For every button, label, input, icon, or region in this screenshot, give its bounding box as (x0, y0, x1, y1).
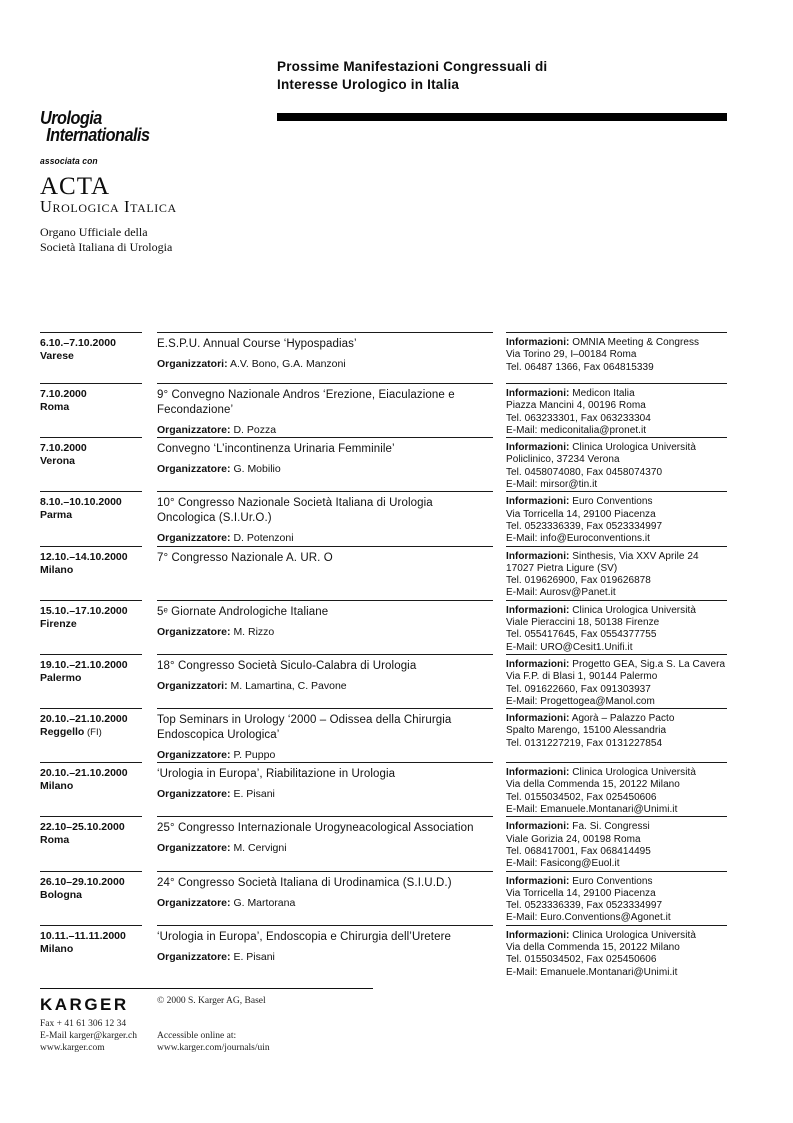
event-row (40, 871, 730, 925)
informazioni-label: Informazioni: (506, 875, 570, 887)
event-title: 9° Convegno Nazionale Andros ‘Erezione, Eiaculazione e Fecondazione’ (157, 389, 455, 416)
event-location (40, 672, 142, 685)
event-info-line: Tel. 0458074080, Fax 0458074370 (506, 466, 663, 478)
event-organizer-label: Organizzatore: (157, 532, 231, 545)
event-info-line-first (506, 442, 727, 454)
event-info-cell (506, 546, 727, 600)
event-date-cell (40, 383, 142, 437)
event-organizer-names: E. Pisani (233, 788, 275, 801)
event-location (40, 889, 142, 902)
event-location (40, 509, 142, 522)
event-info-line-first (506, 605, 727, 617)
event-title-cell (157, 383, 493, 437)
event-info-line-first (506, 551, 727, 563)
event-info-first-text: Clinica Urologica Università (572, 604, 696, 616)
event-title-cell (157, 871, 493, 925)
informazioni-label: Informazioni: (506, 929, 570, 941)
event-title: Convegno ‘L’incontinenza Urinaria Femminile’ (157, 443, 395, 456)
event-title-cell (157, 437, 493, 491)
event-info-line-first (506, 496, 727, 508)
event-info-line: E-Mail: URO@Cesit1.Unifi.it (506, 641, 633, 653)
informazioni-label: Informazioni: (506, 337, 570, 348)
event-info-line: E-Mail: Emanuele.Montanari@Unimi.it (506, 804, 678, 816)
journal-name-line1: Urologia (40, 107, 102, 128)
event-organizer (157, 680, 493, 693)
event-location-name: Roma (40, 834, 70, 847)
informazioni-label: Informazioni: (506, 658, 570, 670)
event-date: 22.10–25.10.2000 (40, 821, 125, 834)
event-info-line-first (506, 713, 727, 725)
event-location-name: Milano (40, 563, 74, 576)
event-info-line: Piazza Mancini 4, 00196 Roma (506, 400, 646, 412)
event-info-line: E-Mail: Emanuele.Montanari@Unimi.it (506, 966, 678, 978)
event-organizer (157, 897, 493, 910)
event-info-line: Via Torricella 14, 29100 Piacenza (506, 887, 656, 899)
event-row (40, 654, 730, 708)
event-location (40, 455, 142, 468)
event-organizer-label: Organizzatore: (157, 896, 231, 909)
event-title: 7° Congresso Nazionale A. UR. O (157, 551, 333, 564)
event-title: ‘Urologia in Europa’, Endoscopia e Chirurgia dell’Uretere (157, 930, 451, 943)
copyright-notice: © 2000 S. Karger AG, Basel (157, 996, 266, 1006)
event-row (40, 332, 730, 383)
official-organ-note (40, 225, 250, 254)
event-info-line: Via della Commenda 15, 20122 Milano (506, 779, 680, 791)
acta-logo-line1: ACTA (40, 173, 111, 200)
event-info-first-text: Agorà – Palazzo Pacto (571, 713, 675, 725)
event-info-line: E-Mail: Fasicong@Euol.it (506, 858, 620, 870)
event-organizer (157, 463, 493, 476)
event-title-cell (157, 816, 493, 870)
event-info-cell (506, 332, 727, 383)
page-title (277, 58, 607, 93)
event-location (40, 726, 142, 739)
event-organizer (157, 749, 493, 762)
event-info-cell (506, 871, 727, 925)
informazioni-label: Informazioni: (506, 821, 570, 833)
event-date: 20.10.–21.10.2000 (40, 767, 128, 780)
event-date-cell (40, 491, 142, 545)
event-info-line-first (506, 767, 727, 779)
journal-name-line2: Internationalis (46, 123, 150, 145)
event-title: ‘Urologia in Europa’, Riabilitazione in Urologia (157, 768, 396, 781)
event-location-name: Milano (40, 942, 74, 955)
event-info-cell (506, 437, 727, 491)
online-access-label: Accessible online at: (157, 1031, 237, 1041)
event-info-line-first (506, 337, 727, 349)
event-info-line: Tel. 06487 1366, Fax 064815339 (506, 361, 654, 373)
event-info-line: Tel. 0131227219, Fax 0131227854 (506, 737, 663, 749)
event-info-line-first (506, 388, 727, 400)
event-info-first-text: Clinica Urologica Università (572, 767, 696, 779)
event-title-cell (157, 600, 493, 654)
publisher-website: www.karger.com (40, 1043, 105, 1053)
event-info-line: Spalto Marengo, 15100 Alessandria (506, 725, 667, 737)
event-location-name: Varese (40, 350, 74, 362)
event-info-line: Viale Pieraccini 18, 50138 Firenze (506, 617, 660, 629)
event-organizer-names: M. Lamartina, C. Pavone (230, 679, 347, 692)
event-info-line: Tel. 0155034502, Fax 025450606 (506, 954, 657, 966)
event-organizer-label: Organizzatore: (157, 788, 231, 801)
event-info-first-text: Fa. Si. Congressi (572, 821, 650, 833)
event-row (40, 491, 730, 545)
event-organizer-names: P. Puppo (233, 749, 276, 762)
event-info-cell (506, 925, 727, 979)
event-title-cell (157, 654, 493, 708)
event-info-first-text: Clinica Urologica Università (572, 442, 696, 454)
event-title: 24° Congresso Società Italiana di Urodinamica (S.I.U.D.) (157, 876, 452, 889)
event-info-line: Tel. 055417645, Fax 0554377755 (506, 629, 657, 641)
event-info-cell (506, 654, 727, 708)
event-row (40, 546, 730, 600)
event-title-cell (157, 332, 493, 383)
header-divider-bar (277, 113, 727, 121)
event-row (40, 437, 730, 491)
event-organizer-names: M. Cervigni (233, 842, 287, 855)
event-organizer-names: M. Rizzo (233, 625, 275, 638)
publisher-fax: Fax + 41 61 306 12 34 (40, 1019, 127, 1029)
publisher-contact (40, 1018, 137, 1054)
event-info-first-text: Clinica Urologica Università (572, 929, 696, 941)
event-info-cell (506, 600, 727, 654)
events-table (40, 332, 730, 979)
event-location (40, 834, 142, 847)
event-location (40, 943, 142, 956)
event-info-first-text: Euro Conventions (572, 875, 653, 887)
event-info-line: Tel. 019626900, Fax 019626878 (506, 575, 651, 587)
page-title-line1: Prossime Manifestazioni Congressuali di (277, 59, 548, 74)
event-row (40, 600, 730, 654)
event-title-cell (157, 762, 493, 816)
event-info-line: Via della Commenda 15, 20122 Milano (506, 941, 680, 953)
event-title: 5ᵉ Giornate Andrologiche Italiane (157, 605, 329, 618)
event-organizer (157, 788, 493, 801)
event-date-cell (40, 816, 142, 870)
informazioni-label: Informazioni: (506, 496, 570, 508)
event-info-first-text: Sinthesis, Via XXV Aprile 24 (572, 550, 699, 562)
event-organizer-label: Organizzatore: (157, 424, 231, 436)
event-organizer (157, 626, 493, 639)
event-title-cell (157, 708, 493, 762)
event-info-line: Viale Gorizia 24, 00198 Roma (506, 833, 641, 845)
event-info-cell (506, 708, 727, 762)
event-organizer-label: Organizzatori: (157, 679, 228, 692)
associated-with-label: associata con (40, 156, 98, 167)
event-info-line: E-Mail: Progettogea@Manol.com (506, 695, 655, 707)
event-title: Top Seminars in Urology ‘2000 – Odissea della Chirurgia Endoscopica Urologica’ (157, 714, 452, 742)
informazioni-label: Informazioni: (506, 713, 570, 725)
event-info-line: E-Mail: Euro.Conventions@Agonet.it (506, 912, 671, 924)
event-date: 26.10–29.10.2000 (40, 875, 125, 888)
event-organizer-names: G. Mobilio (233, 463, 281, 476)
event-info-first-text: Euro Conventions (572, 496, 653, 508)
event-info-first-text: Progetto GEA, Sig.a S. La Cavera (572, 658, 726, 670)
event-info-line: E-Mail: mediconitalia@pronet.it (506, 424, 647, 436)
journal-brand (40, 107, 250, 254)
event-row (40, 925, 730, 979)
event-info-line: Via Torricella 14, 29100 Piacenza (506, 508, 656, 520)
event-title-cell (157, 925, 493, 979)
page-title-line2: Interesse Urologico in Italia (277, 76, 460, 92)
event-organizer-label: Organizzatore: (157, 625, 231, 638)
event-info-line: Tel. 091622660, Fax 091303937 (506, 683, 651, 695)
event-info-line: Via F.P. di Blasi 1, 90144 Palermo (506, 671, 658, 683)
event-row (40, 816, 730, 870)
event-location-name: Bologna (40, 888, 82, 901)
event-date: 10.11.–11.11.2000 (40, 929, 126, 942)
event-info-line-first (506, 821, 727, 833)
event-organizer (157, 532, 493, 545)
informazioni-label: Informazioni: (506, 550, 570, 562)
event-date-cell (40, 925, 142, 979)
event-location-name: Parma (40, 509, 73, 522)
event-info-line: Via Torino 29, I–00184 Roma (506, 349, 637, 361)
event-info-line-first (506, 876, 727, 888)
event-title: E.S.P.U. Annual Course ‘Hypospadias’ (157, 338, 357, 350)
event-info-line: Tel. 0523336339, Fax 0523334997 (506, 900, 663, 912)
event-title: 18° Congresso Società Siculo-Calabra di Urologia (157, 659, 417, 672)
footer-divider (40, 988, 373, 989)
event-date: 15.10.–17.10.2000 (40, 604, 128, 617)
informazioni-label: Informazioni: (506, 767, 570, 779)
event-organizer (157, 842, 493, 855)
event-date-cell (40, 654, 142, 708)
event-location-name: Roma (40, 401, 70, 413)
event-date: 20.10.–21.10.2000 (40, 713, 128, 726)
event-info-line: Tel. 0155034502, Fax 025450606 (506, 791, 657, 803)
event-location (40, 401, 142, 414)
event-date: 7.10.2000 (40, 442, 87, 455)
event-info-line: Policlinico, 37234 Verona (506, 454, 620, 466)
event-row (40, 708, 730, 762)
event-location-name: Palermo (40, 671, 82, 684)
event-info-first-text: OMNIA Meeting & Congress (572, 337, 700, 348)
event-info-line: Tel. 063233301, Fax 063233304 (506, 412, 651, 424)
event-title-cell (157, 546, 493, 600)
event-location-name: Reggello (40, 726, 85, 739)
event-info-cell (506, 762, 727, 816)
event-title: 25° Congresso Internazionale Urogyneacological Association (157, 822, 474, 835)
informazioni-label: Informazioni: (506, 442, 570, 454)
journal-name (40, 107, 225, 145)
event-location-name: Verona (40, 455, 76, 468)
event-info-line: Tel. 068417001, Fax 068414495 (506, 845, 651, 857)
event-organizer (157, 358, 493, 371)
official-organ-line2: Società Italiana di Urologia (40, 239, 173, 254)
event-info-cell (506, 816, 727, 870)
event-organizer-label: Organizzatori: (157, 358, 228, 370)
acta-logo-line2: Urologica Italica (40, 197, 177, 216)
event-info-line: Tel. 0523336339, Fax 0523334997 (506, 520, 663, 532)
event-organizer-names: D. Pozza (233, 424, 277, 436)
event-location-name: Milano (40, 780, 74, 793)
event-row (40, 762, 730, 816)
event-title-cell (157, 491, 493, 545)
informazioni-label: Informazioni: (506, 604, 570, 616)
event-location (40, 564, 142, 577)
event-date-cell (40, 871, 142, 925)
event-info-line-first (506, 930, 727, 942)
event-organizer-names: D. Potenzoni (233, 532, 294, 545)
event-location (40, 350, 142, 363)
karger-logo: KARGER (40, 995, 129, 1014)
event-location-name: Firenze (40, 617, 77, 630)
event-info-first-text: Medicon Italia (572, 388, 635, 399)
online-access-url: www.karger.com/journals/uin (157, 1043, 270, 1053)
event-organizer-label: Organizzatore: (157, 950, 231, 963)
event-organizer-label: Organizzatore: (157, 842, 231, 855)
event-date-cell (40, 332, 142, 383)
event-organizer-label: Organizzatore: (157, 463, 231, 476)
event-location-note: (FI) (84, 727, 102, 739)
event-row (40, 383, 730, 437)
event-organizer (157, 424, 493, 437)
event-date: 19.10.–21.10.2000 (40, 658, 128, 671)
publisher-email: E-Mail karger@karger.ch (40, 1031, 138, 1041)
event-info-line: E-Mail: info@Euroconventions.it (506, 533, 650, 545)
official-organ-line1: Organo Ufficiale della (40, 225, 148, 239)
event-location (40, 780, 142, 793)
online-access-note (157, 1030, 270, 1054)
event-info-line: 17027 Pietra Ligure (SV) (506, 562, 618, 574)
event-organizer-names: A.V. Bono, G.A. Manzoni (229, 358, 346, 370)
event-info-line: E-Mail: Aurosv@Panet.it (506, 587, 616, 599)
event-date: 12.10.–14.10.2000 (40, 550, 128, 563)
event-location (40, 618, 142, 631)
event-organizer-label: Organizzatore: (157, 749, 231, 762)
event-info-cell (506, 383, 727, 437)
event-date-cell (40, 762, 142, 816)
informazioni-label: Informazioni: (506, 388, 570, 399)
event-organizer-names: E. Pisani (233, 950, 275, 963)
event-date: 6.10.–7.10.2000 (40, 337, 116, 349)
event-date-cell (40, 708, 142, 762)
event-info-line: E-Mail: mirsor@tin.it (506, 479, 598, 491)
event-date: 8.10.–10.10.2000 (40, 496, 122, 509)
event-date: 7.10.2000 (40, 388, 87, 400)
event-info-cell (506, 491, 727, 545)
event-info-line-first (506, 659, 727, 671)
event-title: 10° Congresso Nazionale Società Italiana di Urologia Oncologica (S.I.Ur.O.) (157, 497, 433, 525)
event-date-cell (40, 437, 142, 491)
event-date-cell (40, 600, 142, 654)
event-organizer (157, 951, 493, 964)
event-organizer-names: G. Martorana (233, 896, 296, 909)
event-date-cell (40, 546, 142, 600)
